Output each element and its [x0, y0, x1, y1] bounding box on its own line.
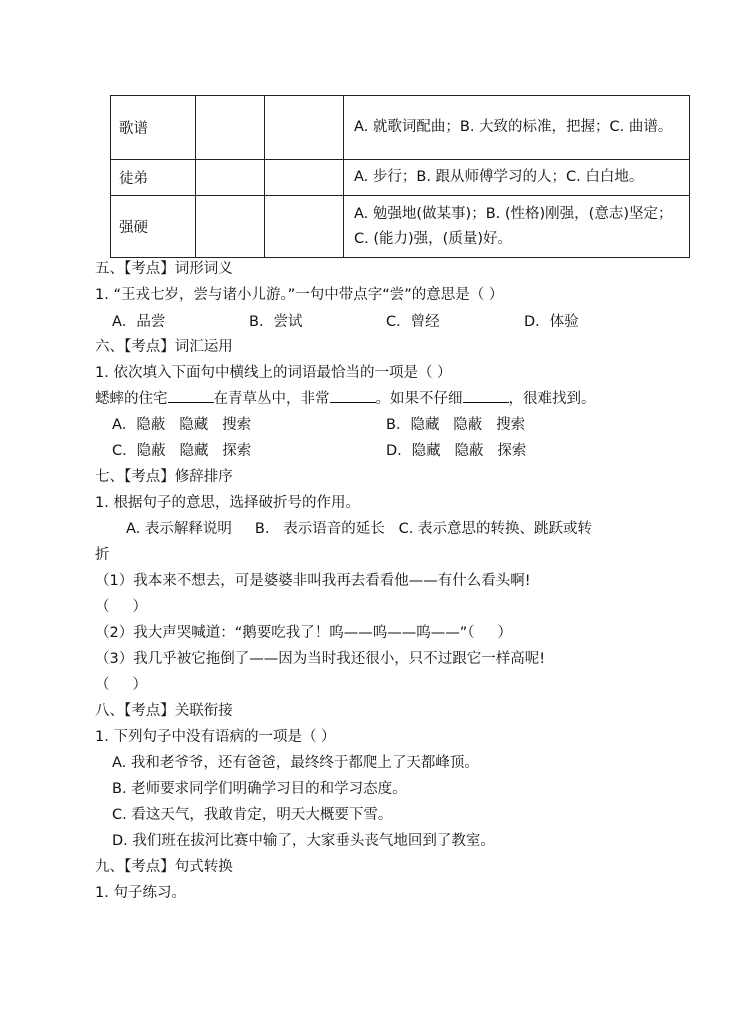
table-word-cell: 徒弟 — [111, 160, 196, 196]
table-row — [111, 196, 690, 258]
option-b: B. 老师要求同学们明确学习目的和学习态度。 — [112, 781, 407, 797]
section-heading: 五、【考点】词形词义 — [95, 261, 233, 277]
answer-blank-cell — [265, 160, 344, 196]
table-word-cell: 强硬 — [111, 196, 196, 258]
table-meaning-cell: A. 勉强地(做某事)；B. (性格)刚强，(意志)坚定；C. (能力)强，(质量)好。 — [344, 196, 690, 258]
option-c: C．隐蔽 隐藏 探索 — [112, 443, 252, 459]
table-row — [111, 160, 690, 196]
option-d: D. 我们班在拔河比赛中输了，大家垂头丧气地回到了教室。 — [112, 833, 495, 849]
section-heading: 九、【考点】句式转换 — [95, 859, 233, 875]
fill-in-sentence — [95, 388, 596, 410]
question-text: 1. 下列句子中没有语病的一项是（ ） — [95, 729, 336, 745]
table-word-cell: 歌谱 — [111, 96, 196, 160]
question-text: 1. 依次填入下面句中横线上的词语最恰当的一项是（ ） — [95, 365, 452, 381]
answer-blank-cell — [196, 160, 265, 196]
answer-blank-cell — [196, 196, 265, 258]
option-d: D．体验 — [524, 314, 579, 330]
sub-question: （2）我大声哭喊道：“鹅要吃我了！呜——呜——呜——”（ ） — [95, 625, 513, 641]
answer-parentheses: （ ） — [95, 599, 148, 615]
answer-blank-cell — [265, 196, 344, 258]
answer-blank-cell — [265, 96, 344, 160]
option-a: A．隐蔽 隐藏 搜索 — [112, 417, 252, 433]
choices-line-wrap: 折 — [95, 547, 110, 563]
question-text: 1. 根据句子的意思，选择破折号的作用。 — [95, 495, 360, 511]
table-meaning-cell: A. 步行；B. 跟从师傅学习的人；C. 白白地。 — [344, 160, 690, 196]
answer-parentheses: （ ） — [95, 677, 148, 693]
sub-question: （1）我本来不想去，可是婆婆非叫我再去看看他——有什么看头啊! — [95, 573, 531, 589]
option-c: C．曾经 — [386, 314, 440, 330]
answer-blank-line — [330, 388, 376, 403]
section-heading: 八、【考点】关联衔接 — [95, 703, 233, 719]
sentence-part: 蟋蟀的住宅 — [95, 391, 168, 407]
choices-line: A. 表示解释说明 B. 表示语音的延长 C. 表示意思的转换、跳跃或转 — [126, 521, 592, 537]
table-meaning-cell: A. 就歌词配曲；B. 大致的标准，把握；C. 曲谱。 — [344, 96, 690, 160]
option-d: D．隐藏 隐蔽 探索 — [386, 443, 527, 459]
sentence-part: 。如果不仔细 — [375, 391, 463, 407]
option-a: A．品尝 — [112, 314, 166, 330]
option-a: A. 我和老爷爷，还有爸爸，最终终于都爬上了天都峰顶。 — [112, 755, 479, 771]
answer-blank-cell — [196, 96, 265, 160]
section-heading: 七、【考点】修辞排序 — [95, 469, 233, 485]
sentence-part: ，很难找到。 — [508, 391, 596, 407]
option-b: B．隐藏 隐蔽 搜索 — [386, 417, 526, 433]
question-text: 1. “王戎七岁，尝与诸小儿游。”一句中带点字“尝”的意思是（ ） — [95, 287, 504, 303]
option-c: C. 看这天气，我敢肯定，明天大概要下雪。 — [112, 807, 393, 823]
section-heading: 六、【考点】词汇运用 — [95, 339, 233, 355]
option-b: B．尝试 — [249, 314, 303, 330]
question-text: 1. 句子练习。 — [95, 885, 186, 901]
answer-blank-line — [463, 388, 509, 403]
table-row — [111, 96, 690, 160]
sentence-part: 在青草丛中，非常 — [213, 391, 330, 407]
answer-blank-line — [168, 388, 214, 403]
vocabulary-table — [110, 95, 690, 258]
sub-question: （3）我几乎被它拖倒了——因为当时我还很小，只不过跟它一样高呢! — [95, 651, 546, 667]
